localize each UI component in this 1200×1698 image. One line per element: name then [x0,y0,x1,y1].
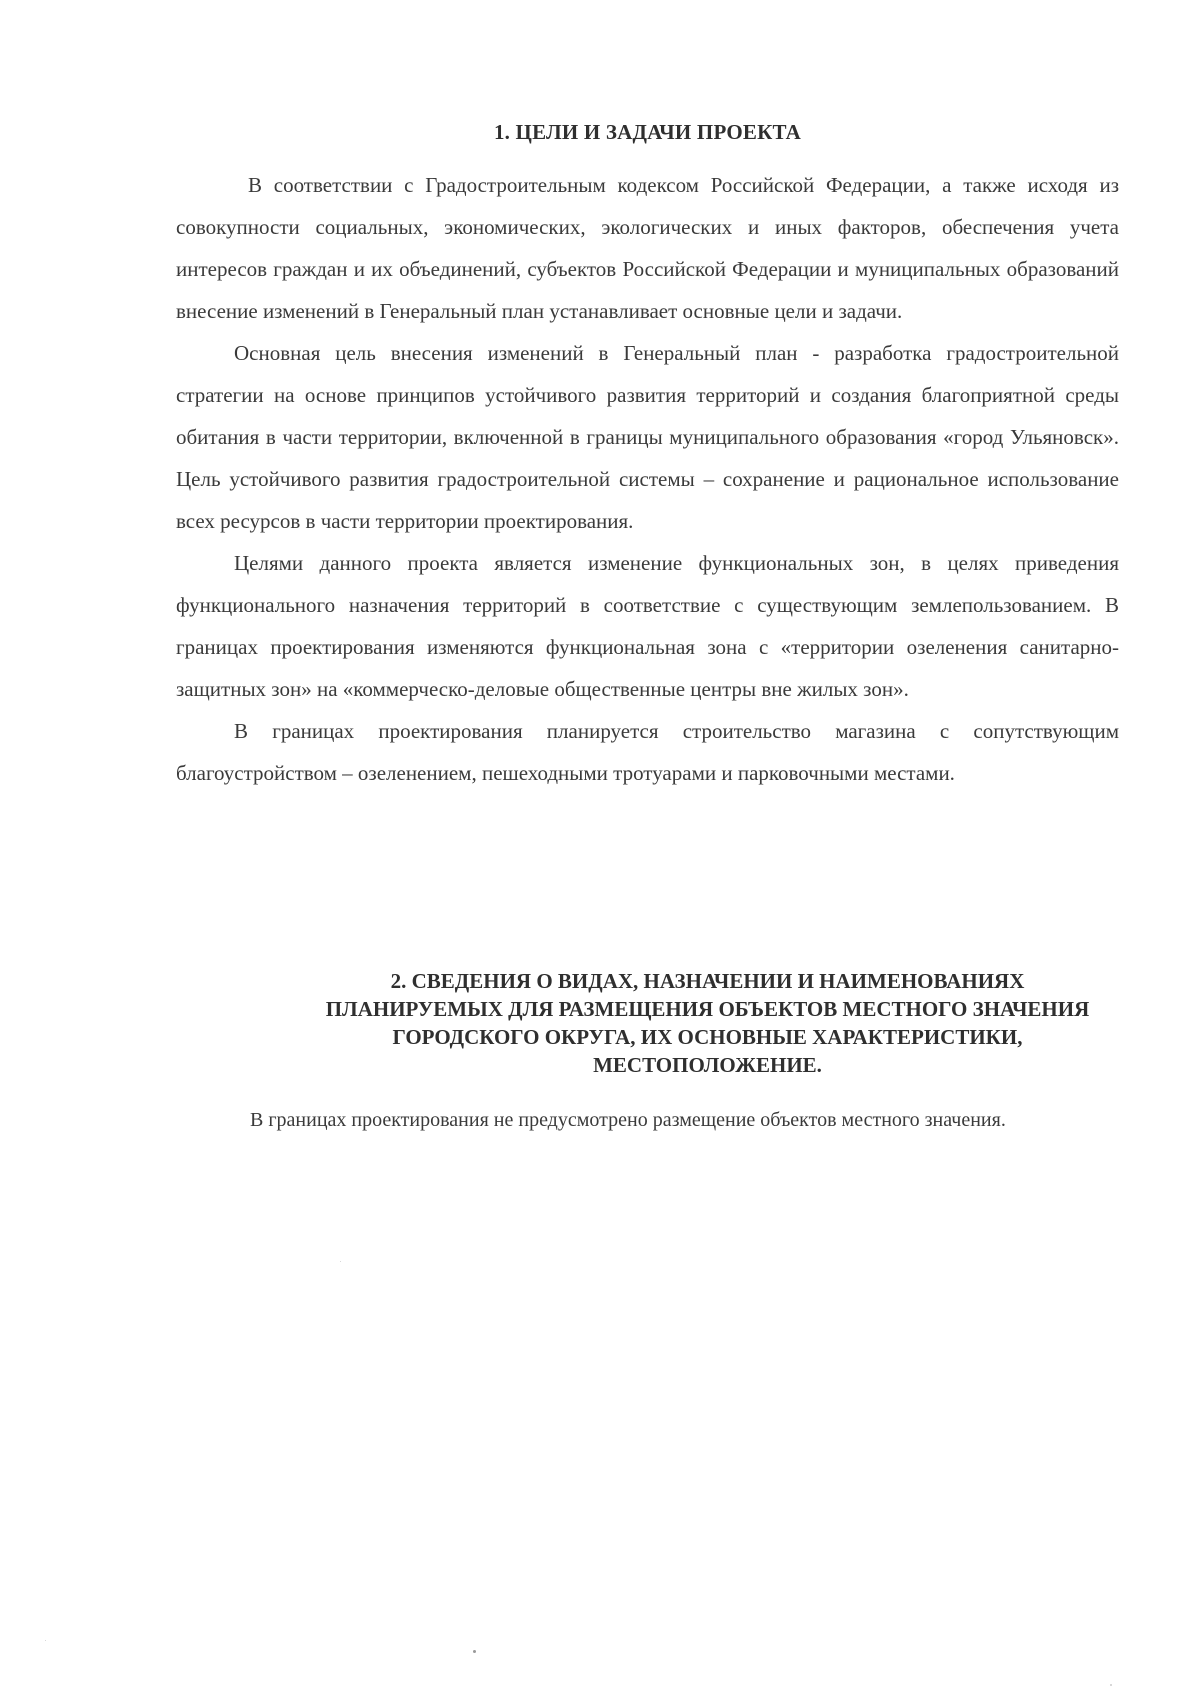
scan-speck [473,1650,476,1653]
scan-speck [340,1261,341,1262]
scan-speck [45,1640,46,1641]
section-heading-2: 2. СВЕДЕНИЯ О ВИДАХ, НАЗНАЧЕНИИ И НАИМЕНОВАНИЯХ ПЛАНИРУЕМЫХ ДЛЯ РАЗМЕЩЕНИЯ ОБЪЕКТОВ МЕСТНОГО ЗНАЧЕНИЯ ГОРОДСКОГО ОКРУГА, ИХ ОСНОВНЫЕ ХАРАКТЕРИСТИКИ, МЕСТОПОЛОЖЕНИЕ. [325,969,1090,1077]
section-objects [176,967,1119,1135]
paragraph-2: Основная цель внесения изменений в Генеральный план - разработка градостроительной стратегии на основе принципов устойчивого развития территорий и создания благоприятной среды обитания в части территории, включенной в границы муниципального образования «город Ульяновск». Цель устойчивого развития градостроительной системы – сохранение и рациональное использование всех ресурсов в части территории проектирования. [176,341,1119,533]
section-heading-1: 1. ЦЕЛИ И ЗАДАЧИ ПРОЕКТА [493,120,802,144]
paragraph-3: Целями данного проекта является изменение функциональных зон, в целях приведения функционального назначения территорий в соответствие с существующим землепользованием. В границах проектирования изменяются функциональная зона с «территории озеленения санитарно-защитных зон» на «коммерческо-деловые общественные центры вне жилых зон». [176,551,1119,701]
paragraph-5: В границах проектирования не предусмотрено размещение объектов местного значения. [250,1109,1006,1131]
paragraph-4: В границах проектирования планируется строительство магазина с сопутствующим благоустройством – озеленением, пешеходными тротуарами и парковочными местами. [176,719,1119,785]
section-goals [176,118,1119,794]
paragraph-1: В соответствии с Градостроительным кодексом Российской Федерации, а также исходя из совокупности социальных, экономических, экологических и иных факторов, обеспечения учета интересов граждан и их объединений, субъектов Российской Федерации и муниципальных образований внесение изменений в Генеральный план устанавливает основные цели и задачи. [176,173,1119,323]
scan-speck [1110,1684,1112,1686]
